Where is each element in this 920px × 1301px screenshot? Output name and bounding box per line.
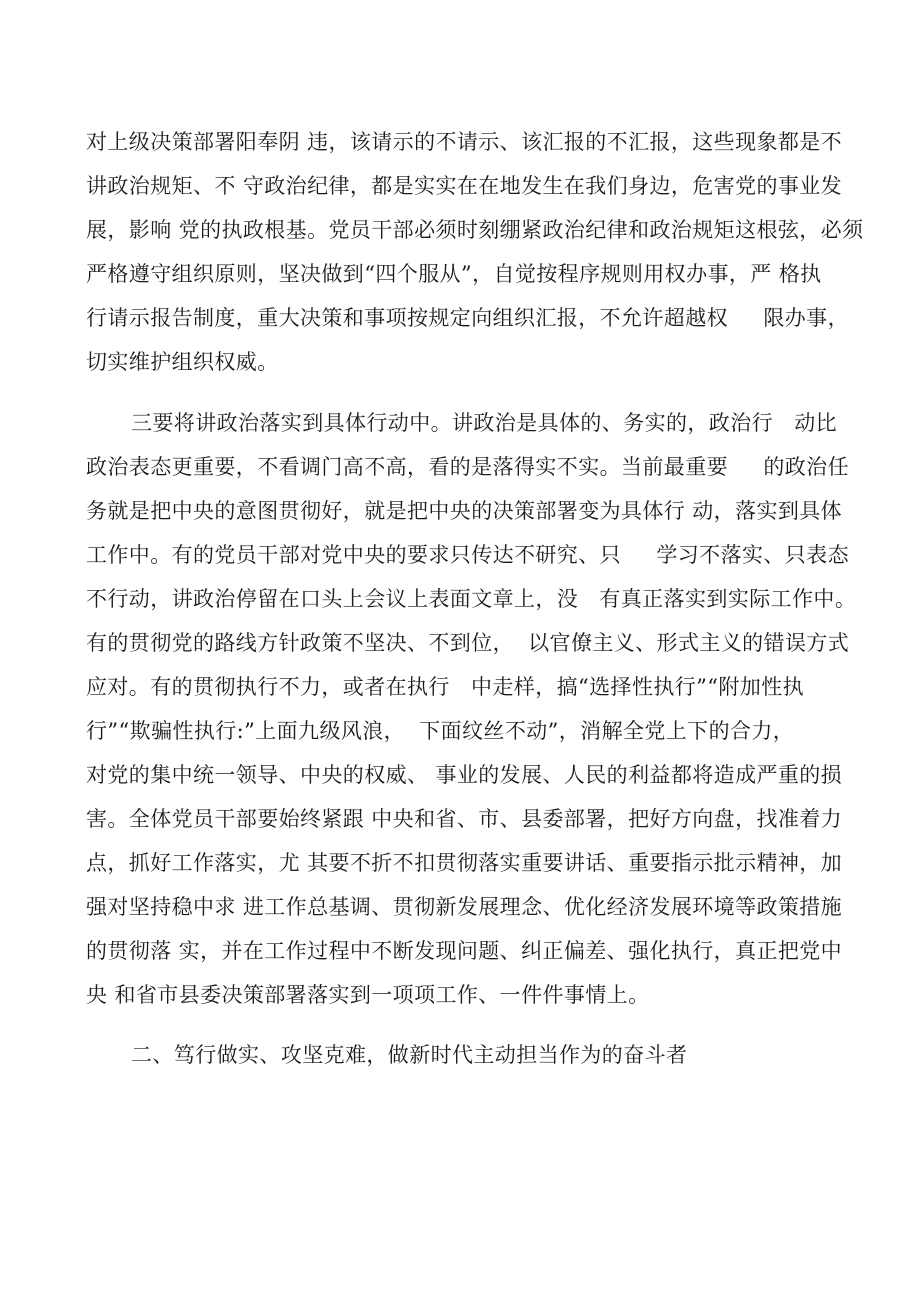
paragraph-1-line-2: 讲政治规矩、不 守政治纪律，都是实实在在地发生在我们身边，危害党的事业发 (86, 174, 843, 198)
paragraph-2-line-8: 行”“欺骗性执行:”上面九级风浪， 下面纹丝不动”，消解全党上下的合力， (86, 719, 795, 743)
paragraph-2-line-10: 害。全体党员干部要始终紧跟 中央和省、市、县委部署，把好方向盘，找准着力 (86, 807, 843, 831)
paragraph-2-line-6: 有的贯彻党的路线方针政策不坚决、不到位， 以官僚主义、形式主义的错误方式 (86, 631, 850, 655)
paragraph-1-line-4: 严格遵守组织原则，坚决做到“四个服从”，自觉按程序规则用权办事，严 格执 (86, 262, 822, 286)
paragraph-2-line-11: 点，抓好工作落实，尤 其要不折不扣贯彻落实重要讲话、重要指示批示精神，加 (86, 851, 843, 875)
paragraph-1-line-6: 切实维护组织权威。 (86, 350, 279, 374)
paragraph-2-line-3: 务就是把中央的意图贯彻好，就是把中央的决策部署变为具体行 动，落实到具体 (86, 499, 843, 523)
paragraph-2-line-1: 三要将讲政治落实到具体行动中。讲政治是具体的、务实的，政治行 动比 (131, 411, 838, 435)
paragraph-1-line-5: 行请示报告制度，重大决策和事项按规定向组织汇报，不允许超越权 限办事， (86, 306, 849, 330)
paragraph-2-line-2: 政治表态更重要，不看调门高不高，看的是落得实不实。当前最重要 的政治任 (86, 455, 849, 479)
paragraph-2-line-7: 应对。有的贯彻执行不力，或者在执行 中走样，搞“选择性执行”“附加性执 (86, 675, 805, 699)
paragraph-2-line-12: 强对坚持稳中求 进工作总基调、贯彻新发展理念、优化经济发展环境等政策措施 (86, 895, 843, 919)
paragraph-2-line-13: 的贯彻落 实，并在工作过程中不断发现问题、纠正偏差、强化执行，真正把党中 (86, 939, 843, 963)
paragraph-2-line-9: 对党的集中统一领导、中央的权威、 事业的发展、人民的利益都将造成严重的损 (86, 763, 843, 787)
paragraph-2-line-14: 央 和省市县委决策部署落实到一项项工作、一件件事情上。 (86, 983, 650, 1007)
paragraph-2-line-4: 工作中。有的党员干部对党中央的要求只传达不研究、只 学习不落实、只表态 (86, 543, 849, 567)
paragraph-2-line-5: 不行动，讲政治停留在口头上会议上表面文章上，没 有真正落实到实际工作中。 (86, 587, 857, 611)
paragraph-1-line-1: 对上级决策部署阳奉阴 违，该请示的不请示、该汇报的不汇报，这些现象都是不 (86, 130, 843, 154)
paragraph-1-line-3: 展，影响 党的执政根基。党员干部必须时刻绷紧政治纪律和政治规矩这根弦，必须 (86, 218, 864, 242)
section-heading: 二、笃行做实、攻坚克难，做新时代主动担当作为的奋斗者 (131, 1043, 688, 1067)
